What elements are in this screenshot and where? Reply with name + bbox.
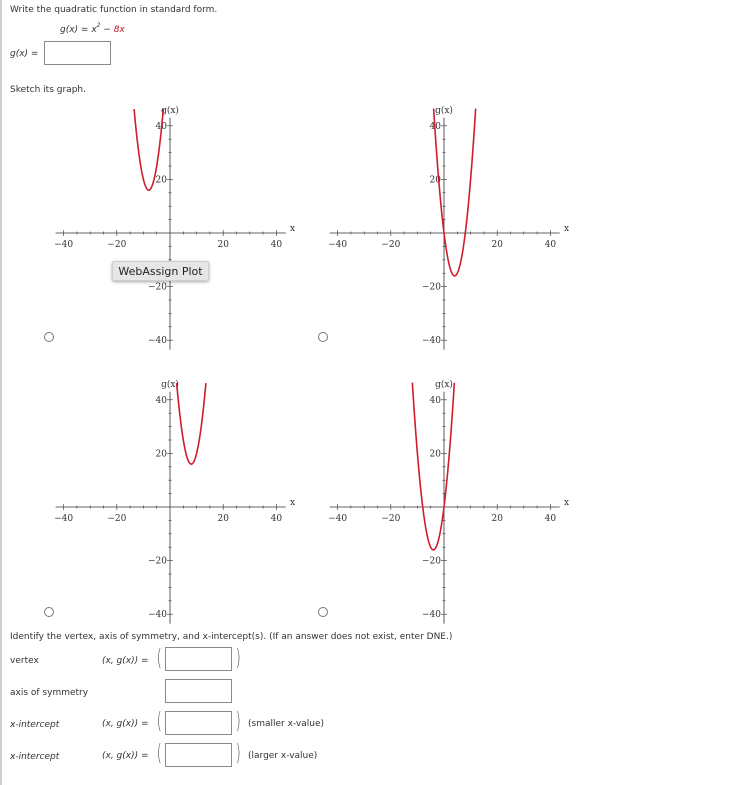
xint1-point-label: (x, g(x)) = xyxy=(102,719,149,729)
y-axis-label: g(x) xyxy=(161,379,179,390)
sketch-prompt: Sketch its graph. xyxy=(10,85,86,95)
graph-option-3[interactable] xyxy=(52,370,302,625)
vertex-point-label: (x, g(x)) = xyxy=(102,656,149,666)
parabola-curve xyxy=(412,383,454,550)
x-tick-label: 20 xyxy=(491,240,503,250)
y-axis-label: g(x) xyxy=(161,105,179,116)
x-axis-label: x xyxy=(290,224,296,234)
y-tick-label: −40 xyxy=(422,610,441,621)
left-border xyxy=(0,0,2,785)
xint1-close-paren: ) xyxy=(235,709,241,734)
y-tick-label: 40 xyxy=(155,121,167,132)
graph-option-4[interactable] xyxy=(326,370,576,625)
y-axis-label: g(x) xyxy=(435,379,453,390)
vertex-label: vertex xyxy=(10,656,39,666)
x-axis-label: x xyxy=(564,224,570,234)
function-exponent: 2 xyxy=(96,22,101,29)
y-tick-label: −20 xyxy=(422,282,441,293)
function-display xyxy=(60,22,125,35)
y-tick-label: 20 xyxy=(155,175,167,186)
x-tick-label: 40 xyxy=(270,514,283,524)
webassign-plot-tooltip: WebAssign Plot xyxy=(112,261,209,281)
radio-option-4[interactable] xyxy=(318,607,328,617)
x-axis-label: x xyxy=(290,498,296,508)
xint1-note: (smaller x-value) xyxy=(248,719,325,729)
x-tick-label: 40 xyxy=(270,240,283,250)
axis-symmetry-label: axis of symmetry xyxy=(10,688,89,698)
x-tick-label: 20 xyxy=(491,514,503,524)
xint2-note: (larger x-value) xyxy=(248,751,318,761)
parabola-curve xyxy=(177,383,206,464)
radio-option-1[interactable] xyxy=(44,332,54,342)
x-tick-label: 20 xyxy=(217,240,229,250)
vertex-close-paren: ) xyxy=(235,646,241,671)
y-tick-label: −20 xyxy=(422,556,441,567)
xint2-label: x-intercept xyxy=(10,752,60,762)
gx-answer-input[interactable] xyxy=(44,41,111,65)
y-tick-label: −40 xyxy=(422,336,441,347)
y-tick-label: −40 xyxy=(148,336,167,347)
function-coef: 8x xyxy=(113,25,125,35)
xint2-point-label: (x, g(x)) = xyxy=(102,751,149,761)
x-tick-label: −20 xyxy=(107,240,127,250)
radio-option-3[interactable] xyxy=(44,607,54,617)
x-tick-label: 40 xyxy=(544,240,557,250)
xint1-input[interactable] xyxy=(165,711,232,735)
y-tick-label: −20 xyxy=(148,556,167,567)
xint2-close-paren: ) xyxy=(235,741,241,766)
parabola-curve xyxy=(434,109,476,276)
xint2-input[interactable] xyxy=(165,743,232,767)
x-tick-label: 20 xyxy=(217,514,229,524)
x-tick-label: 40 xyxy=(544,514,557,524)
y-tick-label: 40 xyxy=(155,395,167,406)
radio-option-2[interactable] xyxy=(318,332,328,342)
xint1-label: x-intercept xyxy=(10,720,60,730)
x-tick-label: −20 xyxy=(107,514,127,524)
xint1-open-paren: ( xyxy=(156,709,162,734)
axis-symmetry-input[interactable] xyxy=(165,679,232,703)
x-tick-label: −20 xyxy=(381,240,401,250)
y-tick-label: 40 xyxy=(429,395,441,406)
y-tick-label: 20 xyxy=(429,449,441,460)
y-tick-label: 20 xyxy=(429,175,441,186)
function-minus: − xyxy=(100,25,114,35)
x-axis-label: x xyxy=(564,498,570,508)
x-tick-label: −40 xyxy=(54,514,74,524)
y-tick-label: 40 xyxy=(429,121,441,132)
identify-prompt: Identify the vertex, axis of symmetry, and x-intercept(s). (If an answer does not exist, enter DNE.) xyxy=(10,632,453,642)
y-tick-label: −40 xyxy=(148,610,167,621)
vertex-open-paren: ( xyxy=(156,646,162,671)
graph-option-1[interactable] xyxy=(52,96,302,351)
x-tick-label: −40 xyxy=(54,240,74,250)
y-tick-label: −20 xyxy=(148,282,167,293)
vertex-input[interactable] xyxy=(165,647,232,671)
x-tick-label: −40 xyxy=(328,514,348,524)
x-tick-label: −40 xyxy=(328,240,348,250)
y-tick-label: 20 xyxy=(155,449,167,460)
y-axis-label: g(x) xyxy=(435,105,453,116)
graph-option-2[interactable] xyxy=(326,96,576,351)
xint2-open-paren: ( xyxy=(156,741,162,766)
answer-label: g(x) = xyxy=(10,49,39,59)
x-tick-label: −20 xyxy=(381,514,401,524)
instructions: Write the quadratic function in standard form. xyxy=(10,5,218,15)
function-lhs: g(x) = x xyxy=(60,25,97,35)
